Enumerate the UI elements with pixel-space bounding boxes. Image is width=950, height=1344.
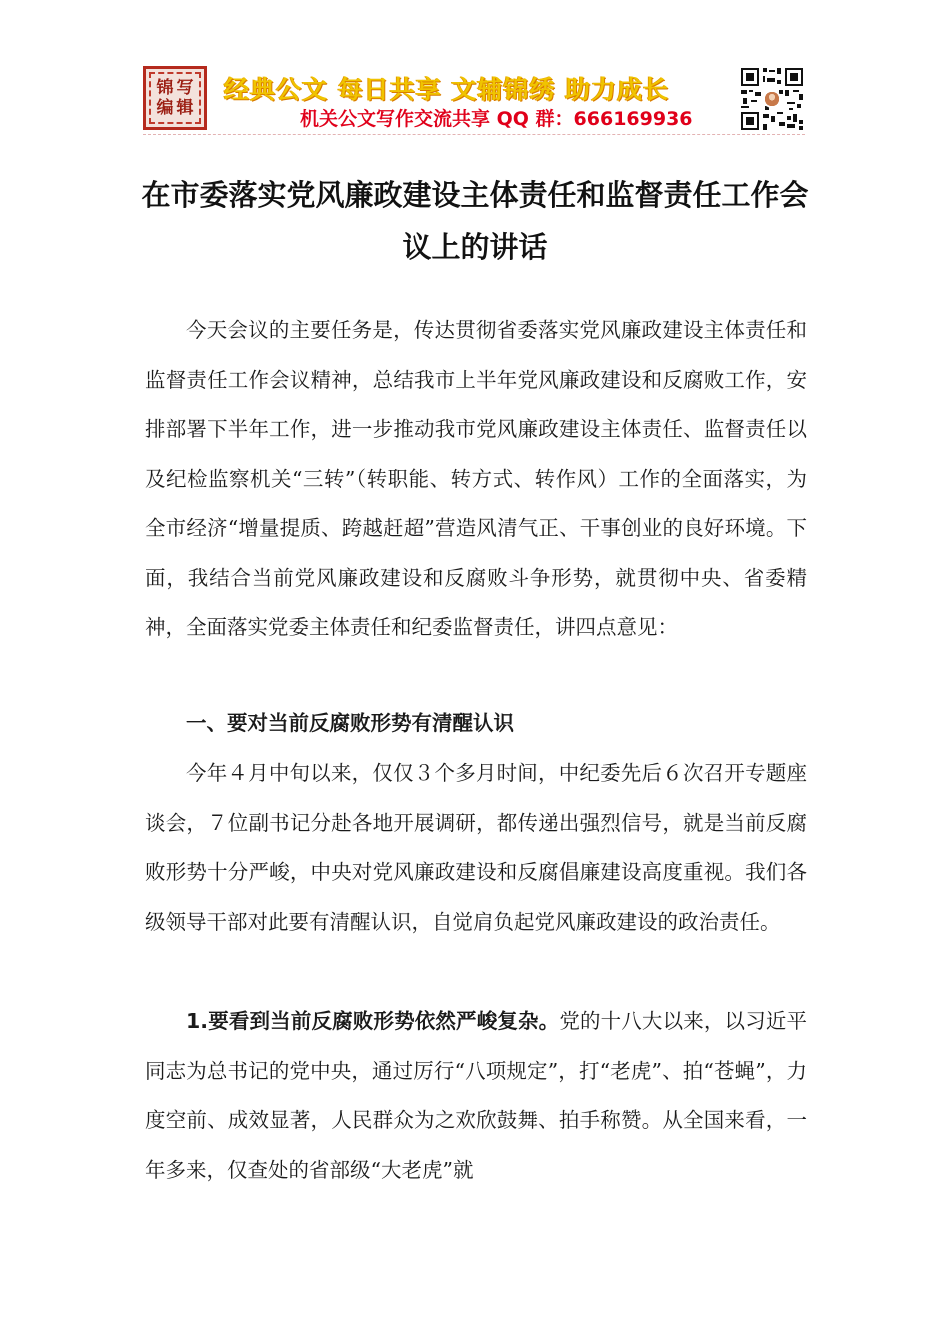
section-heading-1: 一、要对当前反腐败形势有清醒认识 xyxy=(186,711,514,735)
logo-characters xyxy=(155,78,195,118)
point-1-lead: 1.要看到当前反腐败形势依然严峻复杂。 xyxy=(186,1009,560,1033)
logo-char: 写 xyxy=(176,78,194,98)
logo-char: 编 xyxy=(156,98,174,118)
logo-seal xyxy=(143,66,207,130)
paragraph-point-1 xyxy=(145,997,807,1195)
banner-divider xyxy=(143,134,805,135)
qq-group-line: 机关公文写作交流共享 QQ 群：666169936 xyxy=(300,108,693,130)
paragraph-situation: 今年４月中旬以来，仅仅３个多月时间，中纪委先后６次召开专题座谈会，７位副书记分赴各地开展调研，都传递出强烈信号，就是当前反腐败形势十分严峻，中央对党风廉政建设和反腐倡廉建设高度重视。我们各级领导干部对此要有清醒认识，自觉肩负起党风廉政建设的政治责任。 xyxy=(145,761,807,934)
header-banner xyxy=(0,0,950,140)
point-1-text: 党的十八大以来，以习近平同志为总书记的党中央，通过厉行“八项规定”，打“老虎”、拍“苍蝇”，力度空前、成效显著，人民群众为之欢欣鼓舞、拍手称赞。从全国来看，一年多来，仅查处的省部级“大老虎”就 xyxy=(145,1009,807,1182)
paragraph-intro: 今天会议的主要任务是，传达贯彻省委落实党风廉政建设主体责任和监督责任工作会议精神，总结我市上半年党风廉政建设和反腐败工作，安排部署下半年工作，进一步推动我市党风廉政建设主体责任、监督责任以及纪检监察机关“三转”（转职能、转方式、转作风）工作的全面落实，为全市经济“增量提质、跨越赶超”营造风清气正、干事创业的良好环境。下面，我结合当前党风廉政建设和反腐败斗争形势，就贯彻中央、省委精神，全面落实党委主体责任和纪委监督责任，讲四点意见： xyxy=(145,318,807,639)
document-title: 在市委落实党风廉政建设主体责任和监督责任工作会议上的讲话 xyxy=(141,178,809,265)
logo-char: 锦 xyxy=(156,78,174,98)
qr-code-icon xyxy=(739,66,805,132)
banner-slogan: 经典公文 每日共享 文辅锦绣 助力成长 xyxy=(224,75,670,104)
logo-char: 辑 xyxy=(176,98,194,118)
